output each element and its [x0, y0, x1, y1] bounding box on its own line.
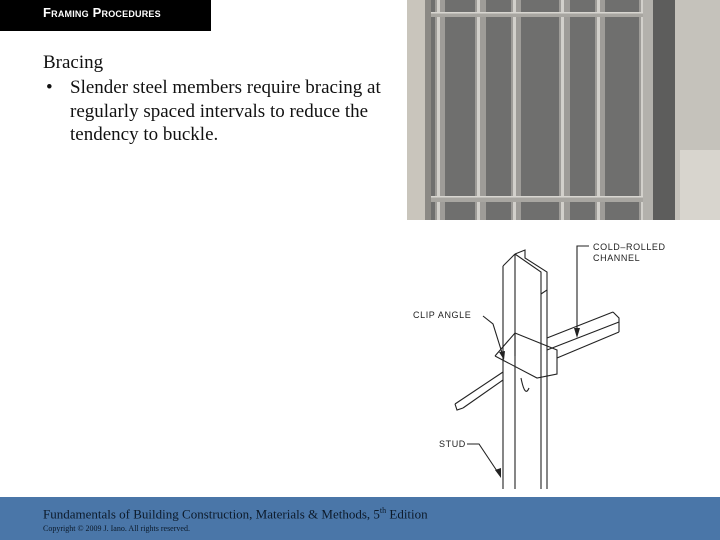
header-bar [0, 0, 211, 31]
stud-label: STUD [439, 439, 466, 449]
footer-title [43, 506, 428, 522]
bullet-text: Slender steel members require bracing at regularly spaced intervals to reduce the tendency to buckle. [70, 77, 381, 145]
footer-title-sup: th [379, 506, 387, 515]
slide-heading: Bracing [43, 52, 104, 73]
footer-title-end: Edition [386, 506, 428, 522]
section-title: Framing Procedures [43, 5, 161, 20]
channel-label: COLD–ROLLED CHANNEL [593, 242, 666, 263]
clip-angle-label: CLIP ANGLE [413, 310, 472, 320]
footer-bar [0, 497, 720, 540]
bullet-marker: • [46, 77, 53, 98]
bracing-diagram [407, 228, 678, 489]
slide-content [43, 50, 393, 147]
footer-copyright: Copyright © 2009 J. Iano. All rights reserved. [43, 524, 190, 533]
bullet-item [43, 76, 393, 147]
steel-stud-wall-photo [407, 0, 720, 220]
steel-stud-wall-illustration [407, 0, 720, 220]
footer-title-main: Fundamentals of Building Construction, Materials & Methods, 5 [43, 506, 380, 522]
